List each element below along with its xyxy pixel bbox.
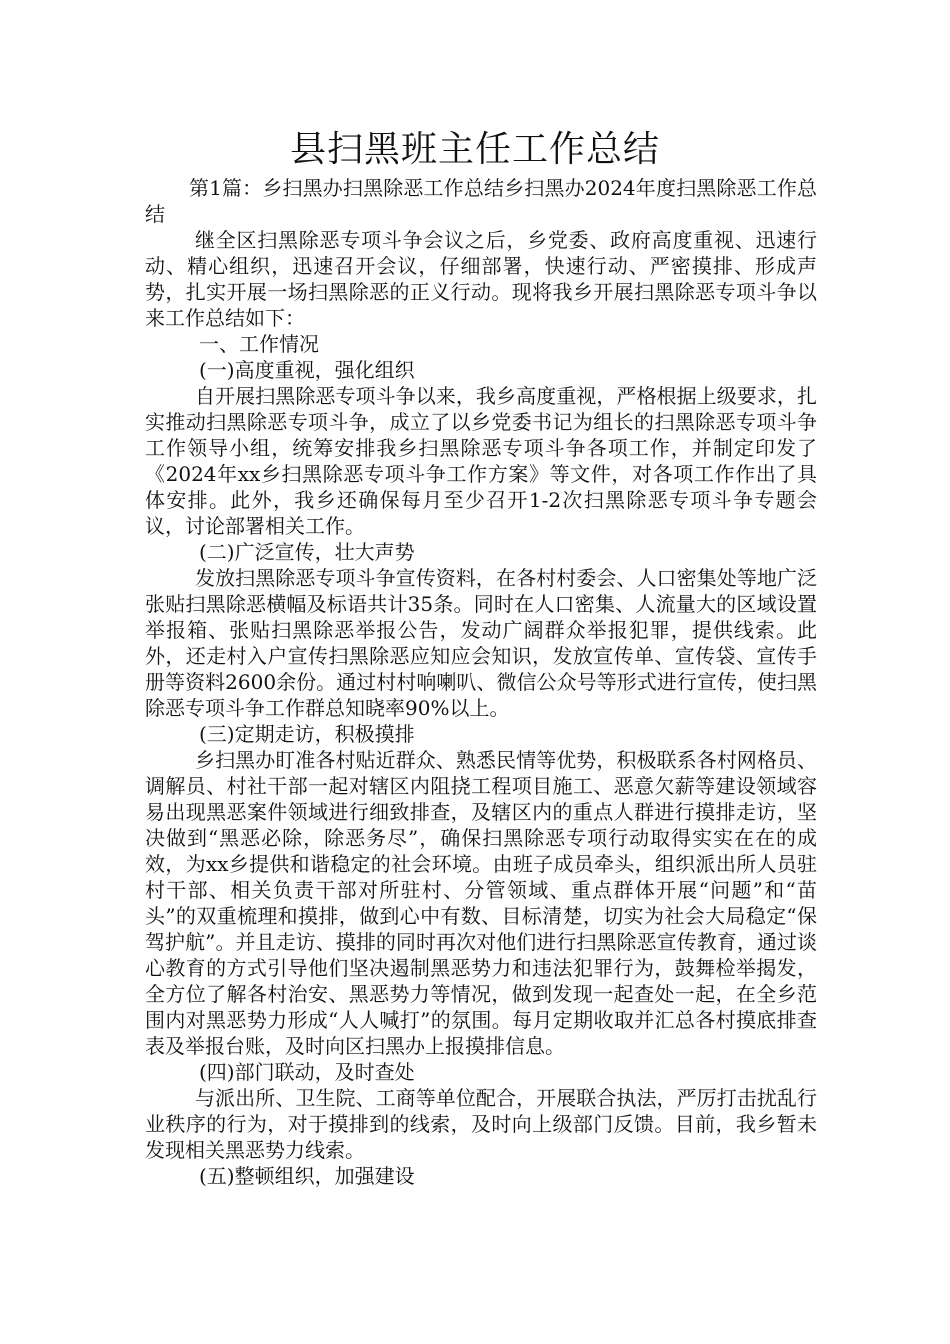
subsection-heading-4: (四)部门联动，及时查处 (199, 1060, 415, 1084)
intro-heading-paragraph: 第1篇：乡扫黑办扫黑除恶工作总结乡扫黑办2024年度扫黑除恶工作总结 (145, 176, 817, 226)
document-title: 县扫黑班主任工作总结 (289, 129, 660, 170)
subsection-heading-2: (二)广泛宣传，壮大声势 (199, 540, 415, 564)
subsection-heading-3: (三)定期走访，积极摸排 (199, 722, 415, 746)
subsection-4-paragraph: 与派出所、卫生院、工商等单位配合，开展联合执法，严厉打击扰乱行业秩序的行为，对于摸排到的线索，及时向上级部门反馈。目前，我乡暂未发现相关黑恶势力线索。 (145, 1086, 817, 1162)
subsection-heading-5: (五)整顿组织，加强建设 (199, 1164, 415, 1188)
document-body (145, 175, 817, 1189)
subsection-heading-1: (一)高度重视，强化组织 (199, 358, 415, 382)
section-heading-work-status: 一、工作情况 (199, 332, 319, 356)
subsection-3-paragraph: 乡扫黑办盯准各村贴近群众、熟悉民情等优势，积极联系各村网格员、调解员、村社干部一起对辖区内阻挠工程项目施工、恶意欠薪等建设领域容易出现黑恶案件领域进行细致排查，及辖区内的重点人群进行摸排走访，坚决做到“黑恶必除，除恶务尽”，确保扫黑除恶专项行动取得实实在在的成效，为xx乡提供和谐稳定的社会环境。由班子成员牵头，组织派出所人员驻村干部、相关负责干部对所驻村、分管领域、重点群体开展“问题”和“苗头”的双重梳理和摸排，做到心中有数、目标清楚，切实为社会大局稳定“保驾护航”。并且走访、摸排的同时再次对他们进行扫黑除恶宣传教育，通过谈心教育的方式引导他们坚决遏制黑恶势力和违法犯罪行为，鼓舞检举揭发，全方位了解各村治安、黑恶势力等情况，做到发现一起查处一起，在全乡范围内对黑恶势力形成“人人喊打”的氛围。每月定期收取并汇总各村摸底排查表及举报台账，及时向区扫黑办上报摸排信息。 (145, 748, 817, 1058)
subsection-1-paragraph: 自开展扫黑除恶专项斗争以来，我乡高度重视，严格根据上级要求，扎实推动扫黑除恶专项斗争，成立了以乡党委书记为组长的扫黑除恶专项斗争工作领导小组，统筹安排我乡扫黑除恶专项斗争各项工作，并制定印发了《2024年xx乡扫黑除恶专项斗争工作方案》等文件，对各项工作作出了具体安排。此外，我乡还确保每月至少召开1-2次扫黑除恶专项斗争专题会议，讨论部署相关工作。 (145, 384, 817, 538)
subsection-2-paragraph: 发放扫黑除恶专项斗争宣传资料，在各村村委会、人口密集处等地广泛张贴扫黑除恶横幅及标语共计35条。同时在人口密集、人流量大的区域设置举报箱、张贴扫黑除恶举报公告，发动广阔群众举报犯罪，提供线索。此外，还走村入户宣传扫黑除恶应知应会知识，发放宣传单、宣传袋、宣传手册等资料2600余份。通过村村响喇叭、微信公众号等形式进行宣传，使扫黑除恶专项斗争工作群总知晓率90%以上。 (145, 566, 817, 720)
opening-paragraph: 继全区扫黑除恶专项斗争会议之后，乡党委、政府高度重视、迅速行动、精心组织，迅速召开会议，仔细部署，快速行动、严密摸排、形成声势，扎实开展一场扫黑除恶的正义行动。现将我乡开展扫黑除恶专项斗争以来工作总结如下： (145, 228, 817, 330)
